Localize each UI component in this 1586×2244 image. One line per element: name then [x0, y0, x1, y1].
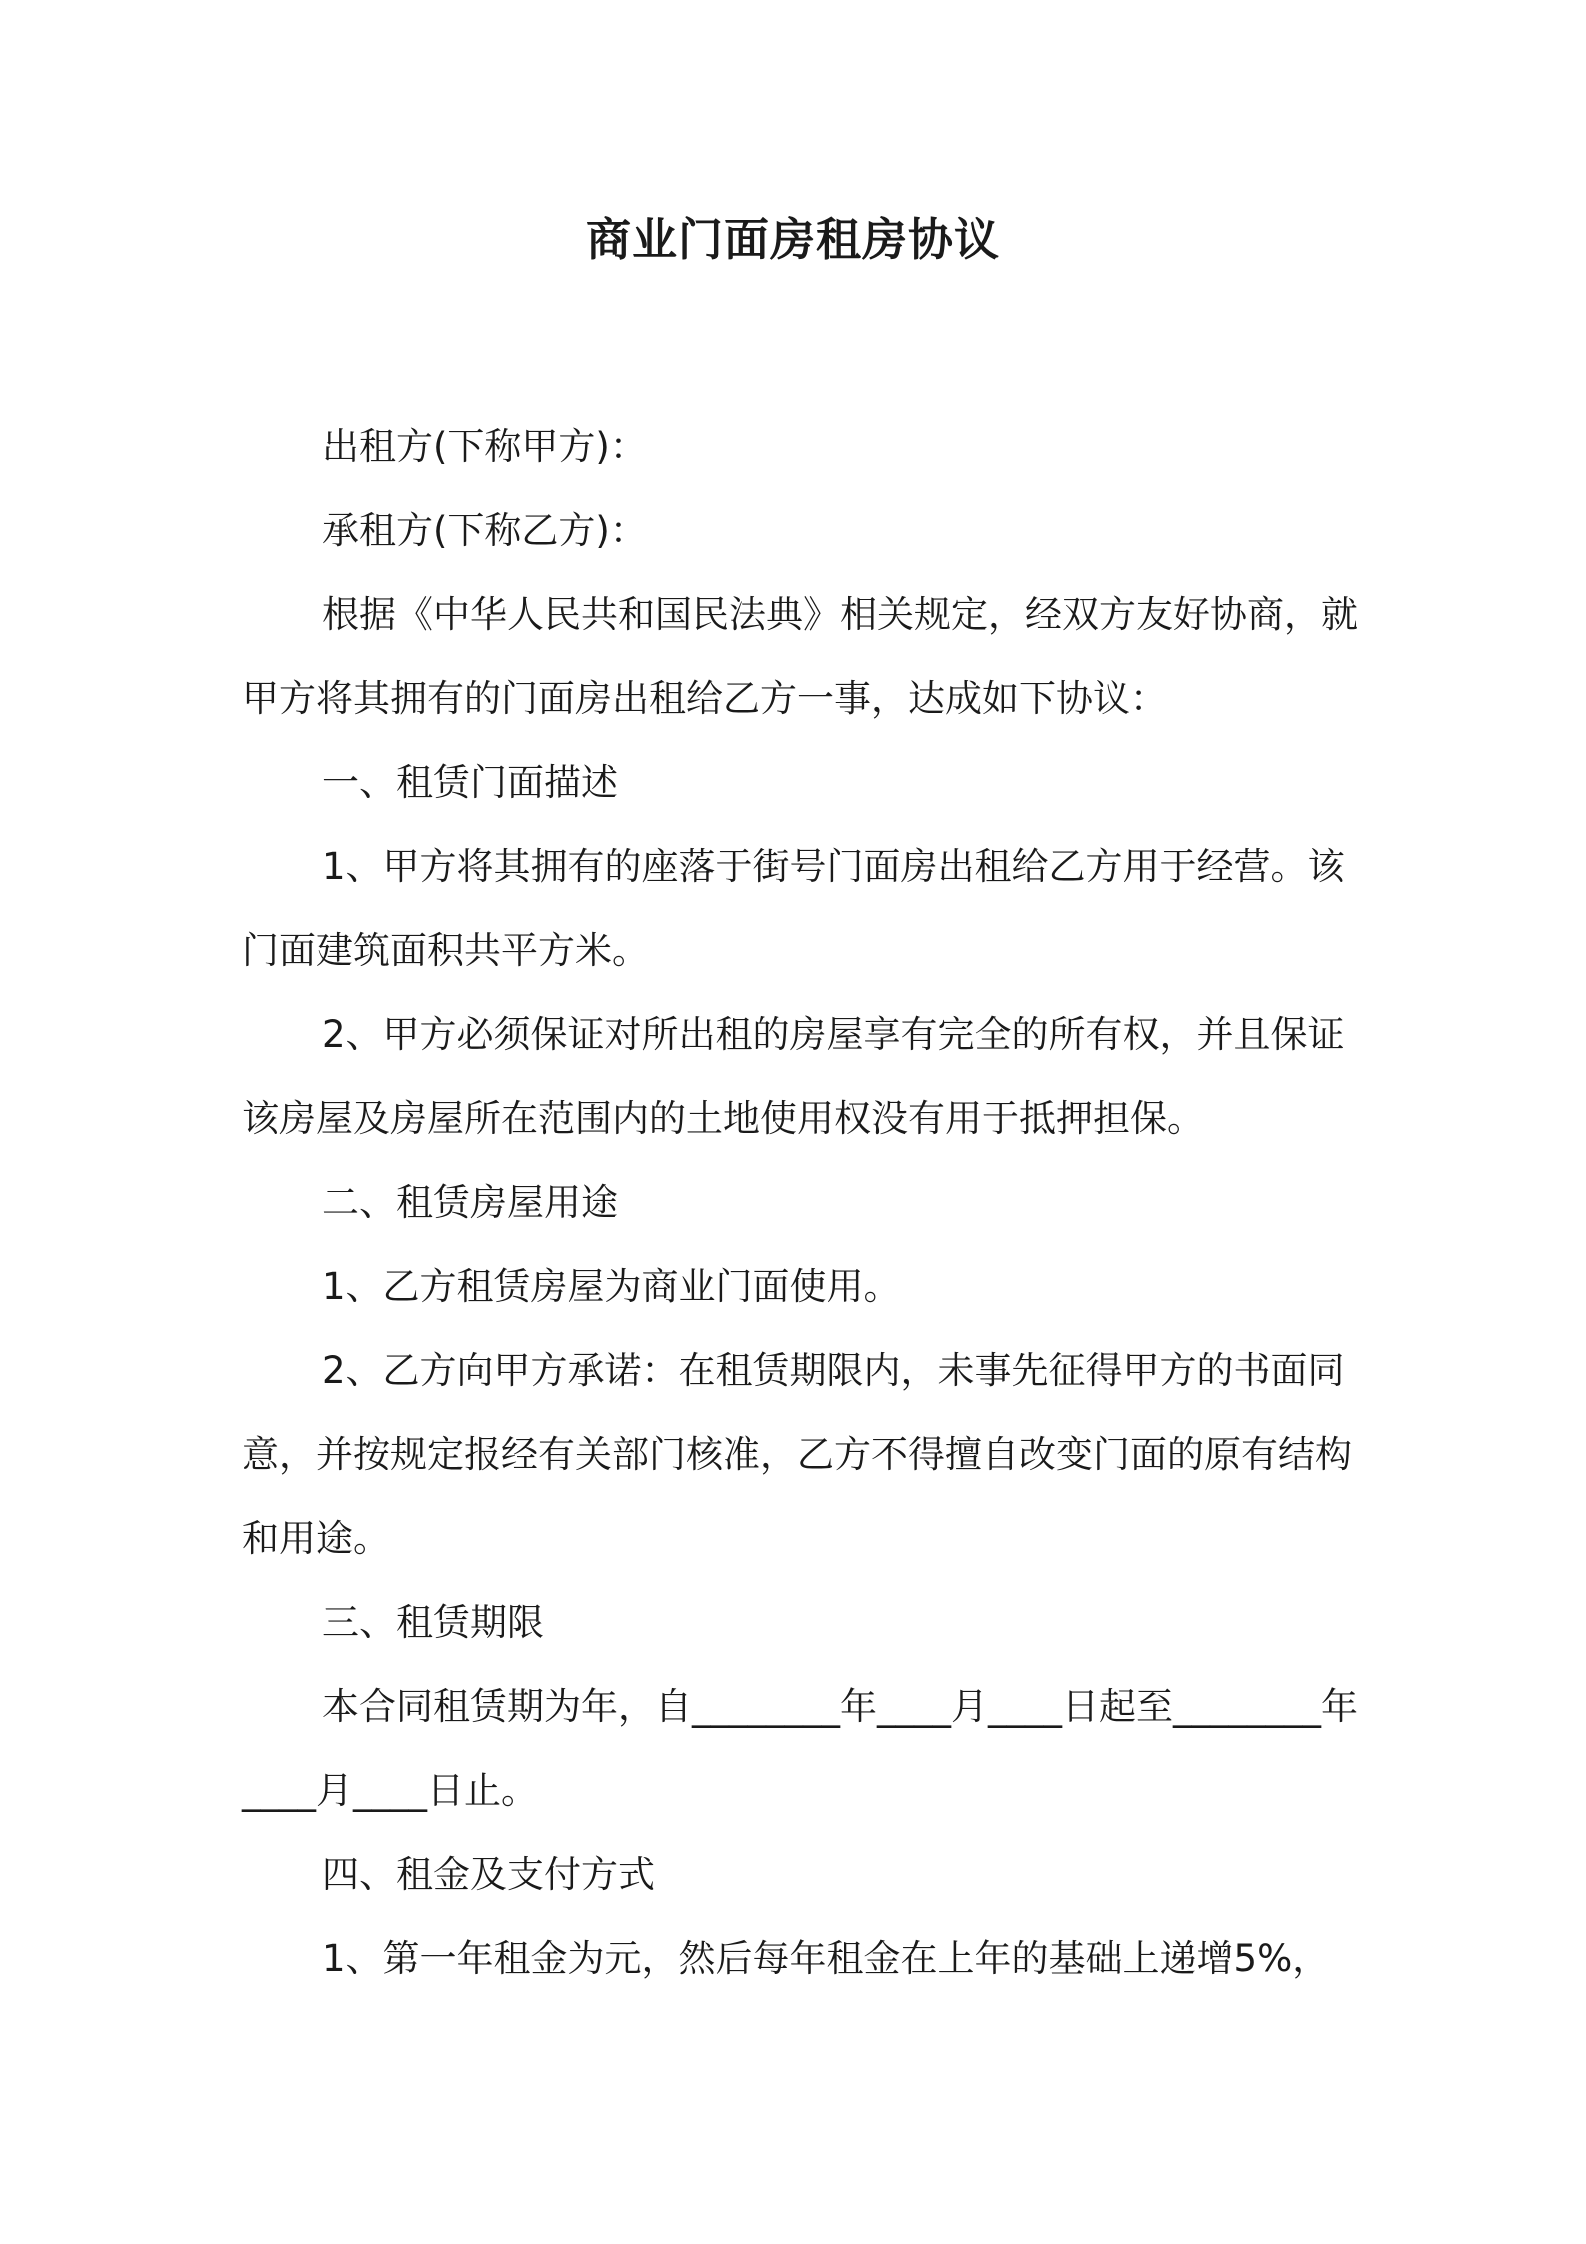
lessee-line: 承租方(下称乙方)：: [322, 509, 647, 552]
agreement-intro: 根据《中华人民共和国民法典》相关规定，经双方友好协商，就甲方将其拥有的门面房出租给乙方一事，达成如下协议：: [242, 593, 1358, 720]
section-2-item-2: 2、乙方向甲方承诺：在租赁期限内，未事先征得甲方的书面同意，并按规定报经有关部门核准，乙方不得擅自改变门面的原有结构和用途。: [242, 1349, 1352, 1560]
document-title: 商业门面房租房协议: [585, 213, 1000, 266]
rent-clause: 1、第一年租金为元，然后每年租金在上年的基础上递增5%，: [322, 1937, 1330, 1980]
section-heading-4: 四、租金及支付方式: [322, 1853, 655, 1896]
section-heading-3: 三、租赁期限: [322, 1601, 544, 1644]
section-2-item-1: 1、乙方租赁房屋为商业门面使用。: [322, 1265, 901, 1308]
lease-term: 本合同租赁期为年，自________年____月____日起至________年____月____日止。: [242, 1685, 1358, 1812]
section-heading-1: 一、租赁门面描述: [322, 761, 618, 804]
lessor-line: 出租方(下称甲方)：: [322, 425, 647, 468]
section-1-item-1: 1、甲方将其拥有的座落于街号门面房出租给乙方用于经营。该门面建筑面积共平方米。: [242, 845, 1345, 972]
document-body: [242, 405, 1362, 2001]
section-1-item-2: 2、甲方必须保证对所出租的房屋享有完全的所有权，并且保证该房屋及房屋所在范围内的土地使用权没有用于抵押担保。: [242, 1013, 1345, 1140]
section-heading-2: 二、租赁房屋用途: [322, 1181, 618, 1224]
